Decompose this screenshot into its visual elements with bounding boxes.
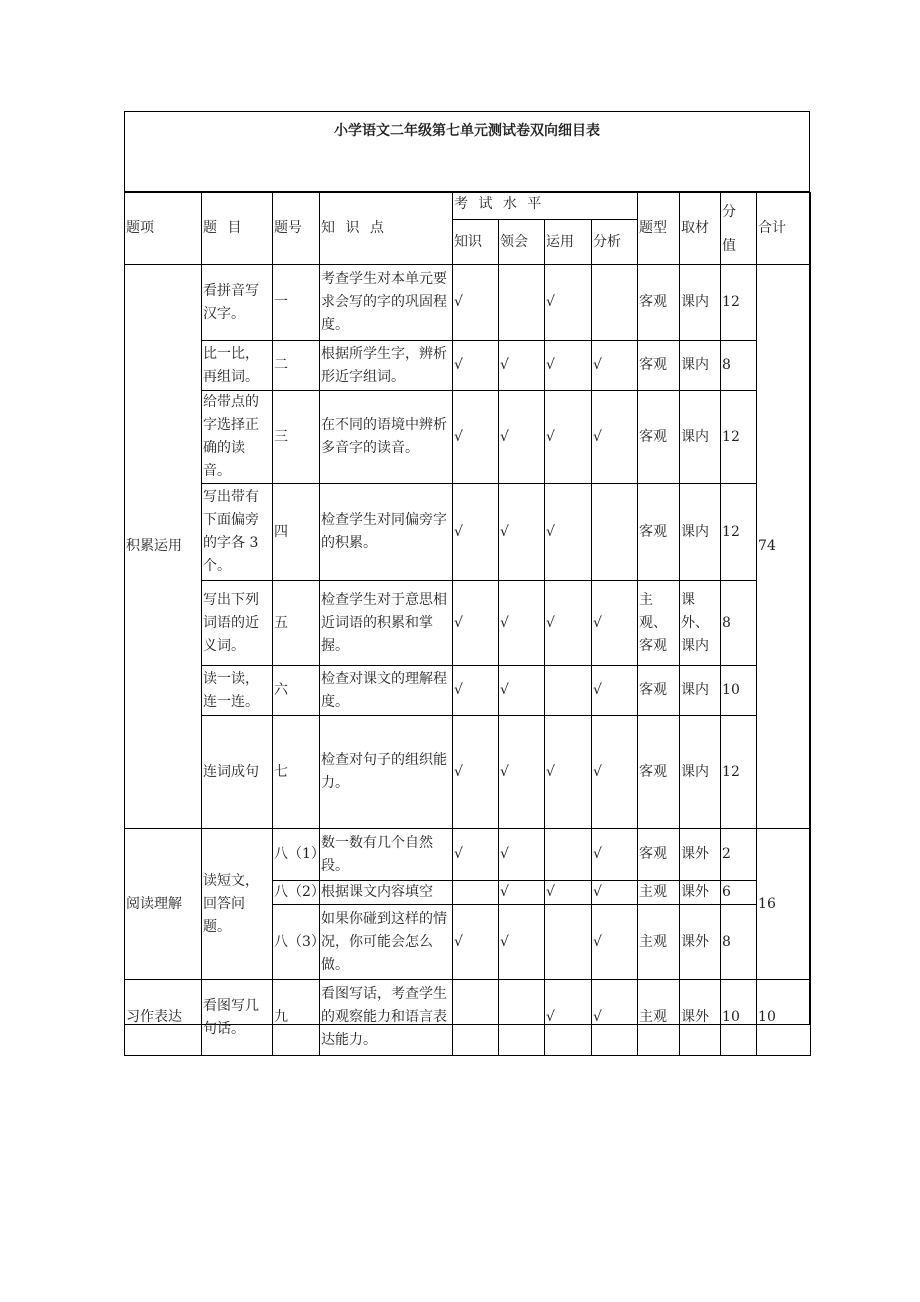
score-cell: 10	[721, 666, 757, 716]
knowledge-cell: 检查学生对同偏旁字的积累。	[320, 484, 453, 581]
topic-cell: 写出下列词语的近义词。	[202, 581, 273, 666]
topic-cell: 给带点的字选择正确的读音。	[202, 391, 273, 484]
knowledge-cell: 看图写话，考查学生的观察能力和语言表达能力。	[320, 980, 453, 1056]
level-mark-cell: √	[499, 716, 545, 829]
source-cell: 课外	[680, 881, 721, 905]
knowledge-cell: 检查对句子的组织能力。	[320, 716, 453, 829]
level-mark-cell: √	[499, 829, 545, 881]
level-mark-cell: √	[592, 391, 638, 484]
number-cell: 二	[273, 341, 320, 391]
topic-cell: 比一比，再组词。	[202, 341, 273, 391]
level-mark-cell: √	[453, 341, 499, 391]
type-cell: 客观	[638, 341, 680, 391]
score-cell: 8	[721, 581, 757, 666]
level-mark-cell	[499, 980, 545, 1056]
score-cell: 10	[721, 980, 757, 1056]
level-mark-cell: √	[499, 391, 545, 484]
type-cell: 客观	[638, 391, 680, 484]
spec-sheet	[124, 111, 810, 1048]
type-cell: 客观	[638, 666, 680, 716]
level-mark-cell: √	[545, 341, 592, 391]
source-cell: 课外、课内	[680, 581, 721, 666]
topic-cell: 读短文，回答问题。	[202, 829, 273, 980]
header-score: 分 值	[721, 193, 757, 265]
category-cell: 习作表达	[125, 980, 202, 1056]
score-cell: 12	[721, 484, 757, 581]
level-mark-cell: √	[453, 666, 499, 716]
level-mark-cell: √	[499, 666, 545, 716]
level-mark-cell	[545, 905, 592, 980]
table-row	[125, 666, 811, 716]
spec-table	[124, 192, 811, 1056]
level-mark-cell: √	[592, 905, 638, 980]
type-cell: 主观	[638, 881, 680, 905]
header-level-knowledge: 知识	[453, 220, 499, 265]
knowledge-cell: 数一数有几个自然段。	[320, 829, 453, 881]
level-mark-cell	[453, 980, 499, 1056]
header-level-analysis: 分析	[592, 220, 638, 265]
table-row	[125, 980, 811, 1056]
source-cell: 课内	[680, 341, 721, 391]
page-title: 小学语文二年级第七单元测试卷双向细目表	[334, 123, 600, 139]
level-mark-cell: √	[499, 881, 545, 905]
level-mark-cell: √	[592, 980, 638, 1056]
table-row	[125, 265, 811, 341]
header-number: 题号	[273, 193, 320, 265]
number-cell: 四	[273, 484, 320, 581]
level-mark-cell: √	[545, 265, 592, 341]
number-cell: 三	[273, 391, 320, 484]
table-row	[125, 341, 811, 391]
number-cell: 八（2）	[273, 881, 320, 905]
header-level: 考 试 水 平	[453, 193, 638, 220]
level-mark-cell: √	[545, 716, 592, 829]
type-cell: 主观、客观	[638, 581, 680, 666]
topic-cell: 连词成句	[202, 716, 273, 829]
level-mark-cell: √	[592, 716, 638, 829]
category-cell: 积累运用	[125, 265, 202, 829]
header-level-application: 运用	[545, 220, 592, 265]
source-cell: 课内	[680, 666, 721, 716]
knowledge-cell: 根据所学生字，辨析形近字组词。	[320, 341, 453, 391]
topic-cell: 读一读，连一连。	[202, 666, 273, 716]
table-row	[125, 581, 811, 666]
level-mark-cell: √	[592, 881, 638, 905]
source-cell: 课外	[680, 905, 721, 980]
level-mark-cell	[499, 265, 545, 341]
score-cell: 12	[721, 716, 757, 829]
knowledge-cell: 检查学生对于意思相近词语的积累和掌握。	[320, 581, 453, 666]
level-mark-cell: √	[545, 391, 592, 484]
source-cell: 课内	[680, 265, 721, 341]
number-cell: 八（1）	[273, 829, 320, 881]
source-cell: 课内	[680, 391, 721, 484]
level-mark-cell	[592, 484, 638, 581]
level-mark-cell: √	[453, 716, 499, 829]
topic-cell: 看拼音写汉字。	[202, 265, 273, 341]
number-cell: 九	[273, 980, 320, 1056]
level-mark-cell: √	[499, 905, 545, 980]
type-cell: 客观	[638, 829, 680, 881]
knowledge-cell: 在不同的语境中辨析多音字的读音。	[320, 391, 453, 484]
type-cell: 主观	[638, 980, 680, 1056]
score-cell: 8	[721, 341, 757, 391]
level-mark-cell: √	[453, 484, 499, 581]
header-topic: 题 目	[202, 193, 273, 265]
level-mark-cell: √	[453, 829, 499, 881]
score-cell: 2	[721, 829, 757, 881]
header-source: 取材	[680, 193, 721, 265]
level-mark-cell: √	[592, 581, 638, 666]
level-mark-cell	[592, 265, 638, 341]
score-cell: 12	[721, 265, 757, 341]
score-cell: 12	[721, 391, 757, 484]
score-cell: 6	[721, 881, 757, 905]
level-mark-cell: √	[545, 581, 592, 666]
number-cell: 八（3）	[273, 905, 320, 980]
number-cell: 五	[273, 581, 320, 666]
level-mark-cell: √	[453, 905, 499, 980]
type-cell: 客观	[638, 265, 680, 341]
level-mark-cell: √	[545, 881, 592, 905]
number-cell: 六	[273, 666, 320, 716]
level-mark-cell: √	[453, 391, 499, 484]
number-cell: 七	[273, 716, 320, 829]
table-row	[125, 391, 811, 484]
level-mark-cell	[545, 666, 592, 716]
source-cell: 课内	[680, 716, 721, 829]
total-cell: 10	[757, 980, 811, 1056]
header-row-1	[125, 193, 811, 220]
level-mark-cell: √	[453, 265, 499, 341]
source-cell: 课内	[680, 484, 721, 581]
source-cell: 课外	[680, 829, 721, 881]
level-mark-cell: √	[499, 341, 545, 391]
header-type: 题型	[638, 193, 680, 265]
knowledge-cell: 考查学生对本单元要求会写的字的巩固程度。	[320, 265, 453, 341]
type-cell: 客观	[638, 484, 680, 581]
header-total: 合计	[757, 193, 811, 265]
level-mark-cell: √	[592, 666, 638, 716]
knowledge-cell: 根据课文内容填空	[320, 881, 453, 905]
level-mark-cell	[453, 881, 499, 905]
level-mark-cell: √	[545, 484, 592, 581]
knowledge-cell: 检查对课文的理解程度。	[320, 666, 453, 716]
level-mark-cell: √	[499, 581, 545, 666]
header-level-comprehension: 领会	[499, 220, 545, 265]
total-cell: 74	[757, 265, 811, 829]
header-category: 题项	[125, 193, 202, 265]
level-mark-cell	[545, 829, 592, 881]
topic-cell: 看图写几句话。	[202, 980, 273, 1056]
level-mark-cell: √	[592, 829, 638, 881]
type-cell: 主观	[638, 905, 680, 980]
topic-cell: 写出带有下面偏旁的字各 3 个。	[202, 484, 273, 581]
title-box	[125, 112, 809, 192]
table-row	[125, 716, 811, 829]
number-cell: 一	[273, 265, 320, 341]
category-cell: 阅读理解	[125, 829, 202, 980]
table-row	[125, 484, 811, 581]
score-cell: 8	[721, 905, 757, 980]
source-cell: 课外	[680, 980, 721, 1056]
type-cell: 客观	[638, 716, 680, 829]
total-cell: 16	[757, 829, 811, 980]
knowledge-cell: 如果你碰到这样的情况，你可能会怎么做。	[320, 905, 453, 980]
level-mark-cell: √	[592, 341, 638, 391]
table-row	[125, 829, 811, 881]
level-mark-cell: √	[545, 980, 592, 1056]
header-knowledge: 知 识 点	[320, 193, 453, 265]
level-mark-cell: √	[499, 484, 545, 581]
level-mark-cell: √	[453, 581, 499, 666]
